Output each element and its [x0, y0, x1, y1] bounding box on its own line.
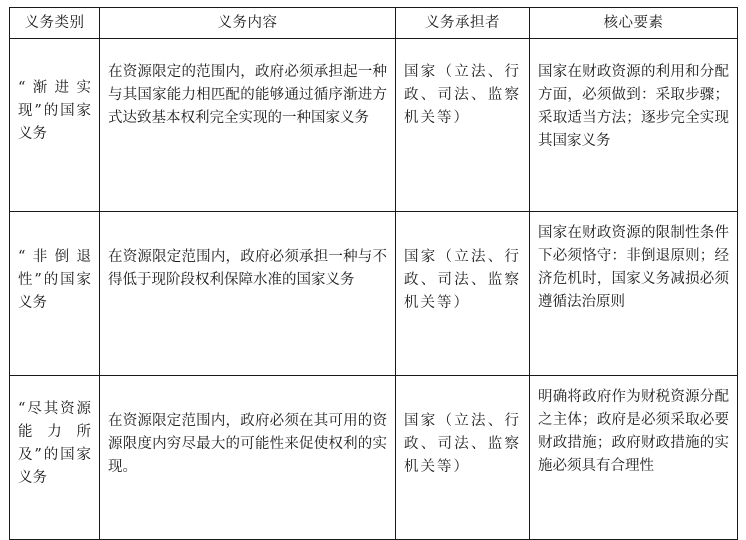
table-row	[10, 376, 738, 540]
cell-bearer: 国家（立法、行政、司法、监察机关等）	[396, 376, 530, 540]
cell-core-elements: 国家在财政资源的限制性条件下必须恪守：非倒退原则；经济危机时，国家义务减损必须遵循法治原则	[530, 212, 738, 376]
obligations-table	[9, 7, 738, 540]
cell-category: “渐进实现”的国家义务	[10, 39, 100, 212]
cell-bearer: 国家（立法、行政、司法、监察机关等）	[396, 39, 530, 212]
table-row	[10, 39, 738, 212]
cell-content: 在资源限定范围内，政府必须承担一种与不得低于现阶段权利保障水准的国家义务	[100, 212, 396, 376]
header-content: 义务内容	[100, 8, 396, 39]
header-core-elements: 核心要素	[530, 8, 738, 39]
cell-content: 在资源限定的范围内，政府必须承担起一种与其国家能力相匹配的能够通过循序渐进方式达致基本权利完全实现的一种国家义务	[100, 39, 396, 212]
cell-core-elements: 国家在财政资源的利用和分配方面，必须做到：采取步骤；采取适当方法；逐步完全实现其国家义务	[530, 39, 738, 212]
table-body	[10, 39, 738, 540]
header-row	[10, 8, 738, 39]
table-row	[10, 212, 738, 376]
table-header	[10, 8, 738, 39]
cell-category: “非倒退性”的国家义务	[10, 212, 100, 376]
cell-core-elements: 明确将政府作为财税资源分配之主体；政府是必须采取必要财政措施；政府财政措施的实施必须具有合理性	[530, 376, 738, 540]
cell-category: “尽其资源能力所及”的国家义务	[10, 376, 100, 540]
header-bearer: 义务承担者	[396, 8, 530, 39]
cell-content: 在资源限定范围内，政府必须在其可用的资源限度内穷尽最大的可能性来促使权利的实现。	[100, 376, 396, 540]
header-category: 义务类别	[10, 8, 100, 39]
cell-bearer: 国家（立法、行政、司法、监察机关等）	[396, 212, 530, 376]
